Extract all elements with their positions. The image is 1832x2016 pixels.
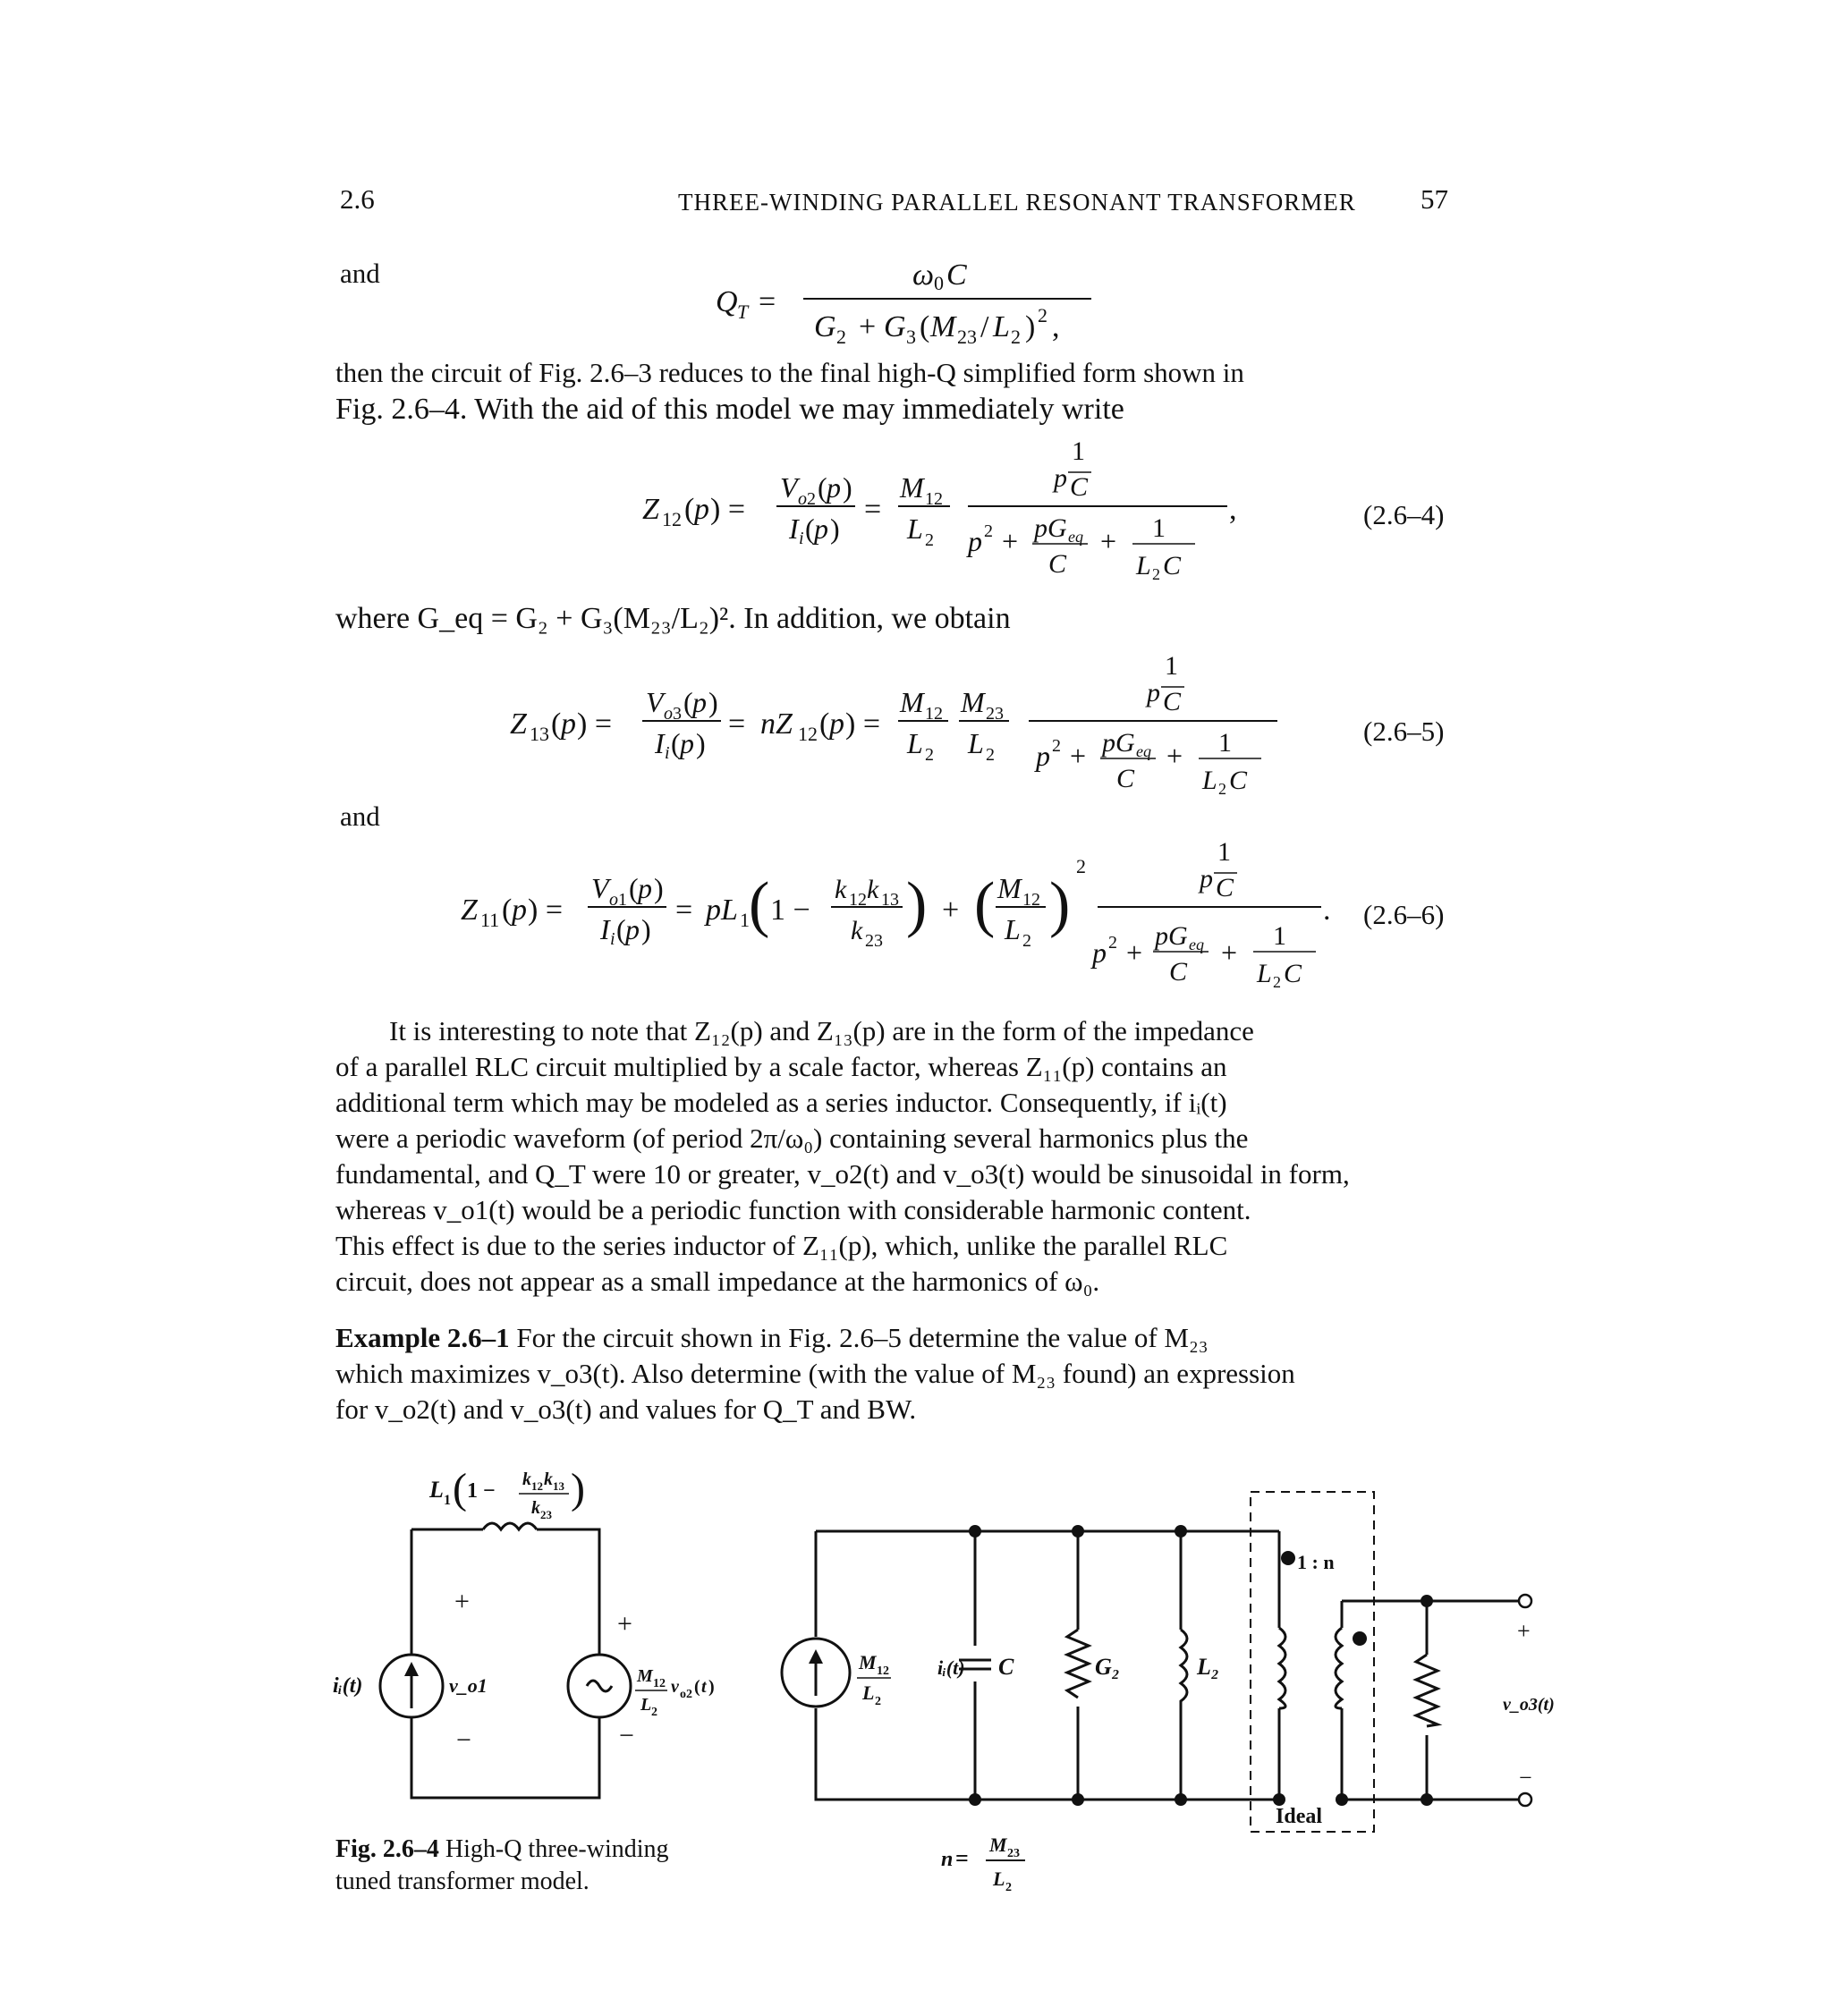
- svg-text:p: p: [692, 686, 707, 718]
- minus-out: −: [1519, 1765, 1532, 1791]
- svg-text:.: .: [1323, 894, 1331, 927]
- svg-text:(: (: [684, 493, 695, 526]
- source-current-right-label: iᵢ(t): [937, 1656, 965, 1679]
- equation-number-2-6-4: (2.6–4): [1363, 499, 1445, 530]
- qt-equation: [716, 250, 1127, 349]
- svg-text:k: k: [544, 1470, 553, 1489]
- svg-text:i: i: [665, 743, 670, 763]
- svg-text:k: k: [851, 916, 863, 945]
- svg-text:+: +: [1221, 936, 1238, 969]
- svg-text:) =: ) =: [528, 894, 563, 927]
- svg-text:pL: pL: [706, 894, 738, 927]
- svg-text:1: 1: [1072, 436, 1085, 466]
- svg-text:M: M: [997, 872, 1022, 904]
- svg-text:v: v: [671, 1677, 679, 1697]
- svg-text:p: p: [680, 727, 694, 759]
- output-terminal-bottom: [1519, 1793, 1531, 1806]
- svg-text:=: =: [955, 1845, 969, 1871]
- example-text-1: For the circuit shown in Fig. 2.6–5 determine the value of M₂₃: [516, 1322, 1209, 1353]
- transformer-primary: [1279, 1628, 1285, 1708]
- example-line-3: for v_o2(t) and v_o3(t) and values for Q_T and BW.: [335, 1393, 917, 1425]
- page-number: 57: [1421, 183, 1448, 215]
- svg-text:I: I: [655, 727, 665, 759]
- svg-text:L: L: [862, 1681, 875, 1704]
- svg-text:ω: ω: [912, 258, 935, 292]
- svg-text:2: 2: [1022, 931, 1031, 951]
- svg-text:): ): [641, 913, 651, 945]
- svg-text:12: 12: [798, 723, 818, 745]
- svg-text:(: (: [453, 1465, 467, 1512]
- svg-text:p: p: [1092, 936, 1107, 969]
- svg-text:+: +: [859, 310, 877, 343]
- svg-text:M: M: [930, 310, 956, 343]
- svg-text:12: 12: [849, 890, 867, 910]
- svg-text:12: 12: [925, 489, 943, 509]
- svg-text:I: I: [789, 512, 799, 545]
- svg-text:23: 23: [540, 1508, 552, 1521]
- svg-text:M: M: [989, 1834, 1007, 1856]
- svg-text:(: (: [749, 870, 770, 939]
- svg-text:L: L: [640, 1695, 652, 1715]
- g2-label: G₂: [1095, 1654, 1120, 1680]
- svg-text:=: =: [728, 707, 746, 741]
- svg-text:23: 23: [986, 704, 1004, 724]
- section-number: 2.6: [340, 183, 375, 215]
- output-terminal-top: [1519, 1595, 1531, 1607]
- capacitor-label: C: [998, 1654, 1014, 1680]
- svg-text:eq: eq: [1136, 742, 1151, 760]
- inductor-series: [411, 1523, 599, 1798]
- svg-text:o2: o2: [680, 1688, 692, 1701]
- current-source-arrow: [404, 1662, 419, 1676]
- svg-text:eq: eq: [1189, 936, 1204, 953]
- svg-text:Z: Z: [642, 493, 659, 526]
- svg-text:k: k: [531, 1498, 540, 1518]
- svg-text:(: (: [818, 471, 827, 504]
- svg-text:o: o: [798, 489, 807, 509]
- svg-text:12: 12: [653, 1677, 666, 1690]
- svg-text:0: 0: [934, 272, 944, 294]
- svg-text:G: G: [884, 310, 906, 343]
- body-line-6: whereas v_o1(t) would be a periodic function with considerable harmonic content.: [335, 1194, 1251, 1225]
- right-source-label: [857, 1651, 891, 1708]
- svg-text:(: (: [694, 1677, 700, 1697]
- svg-text:12: 12: [662, 508, 682, 530]
- equation-number-2-6-6: (2.6–6): [1363, 899, 1445, 930]
- svg-text:) =: ) =: [845, 707, 880, 741]
- svg-text:+: +: [1166, 740, 1183, 772]
- svg-text:,: ,: [1229, 493, 1237, 526]
- where-line: where G_eq = G₂ + G₃(M₂₃/L₂)². In addition, we obtain: [335, 602, 1011, 635]
- current-source-right-arrow: [809, 1649, 823, 1664]
- load-resistor: [1416, 1655, 1438, 1726]
- fig-2-6-5-circuit: [769, 1485, 1574, 1914]
- l2-label: L₂: [1197, 1654, 1219, 1680]
- svg-text:2: 2: [1076, 855, 1086, 877]
- source-current-label: iᵢ(t): [333, 1674, 363, 1698]
- svg-text:M: M: [900, 471, 924, 504]
- svg-text:L: L: [993, 310, 1010, 343]
- svg-text:pG: pG: [1102, 728, 1135, 758]
- fig-2-6-4-circuit: [322, 1458, 787, 1816]
- svg-text:p: p: [638, 872, 652, 904]
- body-line-7: This effect is due to the series inductor of Z₁₁(p), which, unlike the parallel RLC: [335, 1230, 1228, 1261]
- svg-text:13: 13: [553, 1479, 564, 1493]
- plus-out: +: [1517, 1618, 1531, 1644]
- svg-text:): ): [696, 727, 706, 759]
- second-and: and: [340, 800, 380, 832]
- series-inductor-label: [428, 1465, 585, 1521]
- svg-text:2: 2: [651, 1706, 657, 1719]
- body-line-4: were a periodic waveform (of period 2π/ω₀) containing several harmonics plus the: [335, 1122, 1249, 1154]
- para1-line1: then the circuit of Fig. 2.6–3 reduces to the final high-Q simplified form shown in: [335, 357, 1244, 388]
- svg-text:23: 23: [957, 326, 977, 348]
- svg-text:2: 2: [1005, 1881, 1012, 1894]
- svg-text:13: 13: [881, 890, 899, 910]
- fig-2-6-4-caption: [335, 1834, 765, 1898]
- svg-text:): ): [906, 870, 928, 939]
- svg-text:Z: Z: [461, 894, 478, 927]
- svg-text:(: (: [974, 870, 996, 939]
- example-line-1: [335, 1320, 1445, 1356]
- svg-text:L: L: [1257, 959, 1272, 988]
- svg-text:i: i: [610, 929, 615, 949]
- svg-text:2: 2: [1038, 304, 1047, 326]
- svg-text:eq: eq: [1068, 528, 1083, 546]
- svg-text:1 −: 1 −: [770, 894, 810, 927]
- svg-text:2: 2: [925, 530, 934, 550]
- svg-text:V: V: [780, 471, 798, 504]
- svg-text:1: 1: [618, 890, 627, 910]
- svg-text:V: V: [591, 872, 609, 904]
- svg-text:(: (: [683, 686, 693, 718]
- svg-text:): ): [571, 1465, 585, 1512]
- svg-text:M: M: [961, 686, 985, 718]
- svg-text:3: 3: [673, 704, 682, 724]
- caption-label: Fig. 2.6–4: [335, 1835, 439, 1863]
- svg-text:C: C: [1048, 549, 1067, 579]
- svg-text:+: +: [1002, 525, 1019, 557]
- svg-text:L: L: [1005, 913, 1021, 945]
- svg-text:+: +: [942, 894, 960, 927]
- svg-text:nZ: nZ: [760, 707, 793, 741]
- svg-text:): ): [708, 686, 718, 718]
- svg-text:I: I: [600, 913, 610, 945]
- svg-text:23: 23: [865, 931, 883, 951]
- svg-text:pG: pG: [1034, 513, 1067, 543]
- svg-text:C: C: [1070, 472, 1089, 502]
- ideal-label: Ideal: [1276, 1805, 1323, 1828]
- svg-text:p: p: [1036, 740, 1050, 772]
- svg-text:): ): [830, 512, 840, 545]
- svg-text:(: (: [629, 872, 639, 904]
- svg-text:2: 2: [875, 1695, 881, 1708]
- svg-text:p: p: [829, 707, 844, 741]
- svg-text:12: 12: [925, 704, 943, 724]
- equation-number-2-6-5: (2.6–5): [1363, 716, 1445, 747]
- ratio-label: 1 : n: [1297, 1551, 1335, 1573]
- svg-text:i: i: [799, 529, 804, 548]
- svg-text:p: p: [625, 913, 640, 945]
- body-line-2: of a parallel RLC circuit multiplied by a scale factor, whereas Z₁₁(p) contains an: [335, 1051, 1227, 1082]
- svg-text:1: 1: [444, 1493, 451, 1508]
- svg-text:T: T: [737, 301, 749, 323]
- svg-text:): ): [654, 872, 664, 904]
- svg-text:L: L: [1136, 551, 1151, 580]
- dependent-source-label: [635, 1666, 715, 1719]
- svg-text:C: C: [1163, 687, 1182, 716]
- caption-text-2: tuned transformer model.: [335, 1868, 589, 1895]
- svg-text:p: p: [512, 894, 527, 927]
- svg-text:Q: Q: [716, 285, 738, 318]
- circuit-wires: [816, 1531, 1519, 1800]
- minus-left: −: [456, 1725, 471, 1755]
- svg-text:o: o: [609, 890, 618, 910]
- svg-text:+: +: [1070, 740, 1087, 772]
- svg-text:12: 12: [1022, 890, 1040, 910]
- svg-text:p: p: [1147, 678, 1160, 707]
- svg-text:=: =: [759, 285, 776, 318]
- svg-text:1: 1: [740, 909, 750, 931]
- svg-text:2: 2: [1152, 565, 1160, 583]
- svg-text:(: (: [551, 707, 562, 741]
- svg-text:2: 2: [1052, 736, 1061, 756]
- svg-text:L: L: [1202, 766, 1217, 795]
- svg-text:3: 3: [906, 326, 916, 348]
- svg-text:): ): [1049, 870, 1071, 939]
- svg-text:(: (: [819, 707, 830, 741]
- svg-text:p: p: [694, 493, 709, 526]
- plus-left: +: [454, 1587, 470, 1616]
- dependent-voltage-source: [568, 1655, 631, 1717]
- svg-text:+: +: [1100, 525, 1117, 557]
- svg-text:L: L: [968, 727, 984, 759]
- svg-text:1 −: 1 −: [467, 1479, 496, 1503]
- body-line-5: fundamental, and Q_T were 10 or greater, v_o2(t) and v_o3(t) would be sinusoidal in form,: [335, 1158, 1350, 1190]
- current-source-right: [782, 1639, 850, 1707]
- intro-and: and: [340, 258, 380, 289]
- svg-text:/: /: [980, 310, 989, 343]
- svg-text:,: ,: [1052, 310, 1060, 343]
- svg-text:L: L: [907, 727, 923, 759]
- ideal-transformer-box: [1251, 1492, 1374, 1832]
- caption-text-1: High-Q three-winding: [445, 1835, 669, 1863]
- svg-text:11: 11: [480, 909, 500, 931]
- n-definition: [941, 1825, 1066, 1905]
- output-voltage-label: v_o3(t): [1503, 1695, 1555, 1715]
- svg-text:p: p: [1200, 864, 1213, 894]
- svg-text:V: V: [646, 686, 664, 718]
- svg-text:) =: ) =: [577, 707, 612, 741]
- svg-text:12: 12: [877, 1664, 889, 1678]
- svg-text:): ): [708, 1677, 715, 1697]
- vo1-label: v_o1: [449, 1674, 488, 1697]
- svg-text:2: 2: [1218, 780, 1226, 798]
- svg-text:1: 1: [1218, 728, 1232, 758]
- svg-text:(: (: [920, 310, 930, 343]
- example-line-2: which maximizes v_o3(t). Also determine (with the value of M₂₃ found) an expression: [335, 1358, 1295, 1389]
- svg-text:M: M: [900, 686, 924, 718]
- para1-line2: Fig. 2.6–4. With the aid of this model we may immediately write: [335, 393, 1124, 426]
- svg-text:=: =: [864, 493, 882, 526]
- svg-text:(: (: [616, 913, 626, 945]
- svg-text:+: +: [1126, 936, 1143, 969]
- svg-text:2: 2: [984, 521, 993, 541]
- svg-text:1: 1: [1217, 837, 1231, 867]
- svg-text:1: 1: [1273, 921, 1286, 951]
- svg-text:(: (: [502, 894, 513, 927]
- svg-text:pG: pG: [1155, 921, 1188, 951]
- svg-text:2: 2: [836, 326, 846, 348]
- running-title: THREE-WINDING PARALLEL RESONANT TRANSFORMER: [678, 189, 1356, 216]
- svg-text:): ): [843, 471, 852, 504]
- svg-text:M: M: [637, 1666, 653, 1686]
- svg-text:G: G: [814, 310, 836, 343]
- svg-text:L: L: [429, 1477, 444, 1503]
- svg-text:p: p: [827, 471, 841, 504]
- svg-text:Z: Z: [510, 707, 527, 741]
- svg-text:C: C: [1116, 764, 1135, 793]
- svg-text:o: o: [664, 704, 673, 724]
- svg-text:) =: ) =: [710, 493, 745, 526]
- resistor-g2: [1067, 1630, 1089, 1698]
- svg-text:L: L: [993, 1868, 1005, 1890]
- svg-text:1: 1: [1152, 513, 1166, 543]
- svg-text:2: 2: [1108, 933, 1117, 953]
- svg-text:1: 1: [1165, 651, 1178, 681]
- minus-right: −: [619, 1721, 634, 1750]
- equation-2-6-4: [635, 429, 1243, 599]
- svg-text:C: C: [946, 258, 967, 292]
- svg-text:=: =: [675, 894, 693, 927]
- svg-text:C: C: [1216, 873, 1234, 902]
- svg-text:n: n: [941, 1848, 954, 1871]
- transformer-secondary: [1336, 1628, 1342, 1708]
- svg-text:k: k: [867, 875, 879, 904]
- svg-text:23: 23: [1007, 1847, 1020, 1860]
- svg-text:2: 2: [1011, 326, 1021, 348]
- inductor-l2: [1181, 1630, 1187, 1707]
- svg-text:2: 2: [807, 489, 816, 509]
- svg-text:2: 2: [925, 745, 934, 765]
- svg-text:C: C: [1284, 959, 1302, 988]
- equation-2-6-6: [461, 830, 1337, 1000]
- plus-right: +: [617, 1609, 632, 1639]
- svg-text:k: k: [522, 1470, 531, 1489]
- svg-text:L: L: [907, 512, 923, 545]
- body-line-3: additional term which may be modeled as a series inductor. Consequently, if iᵢ(t): [335, 1087, 1227, 1118]
- body-line-1: It is interesting to note that Z₁₂(p) and Z₁₃(p) are in the form of the impedance: [389, 1015, 1254, 1046]
- svg-text:2: 2: [1273, 973, 1281, 991]
- svg-text:p: p: [1054, 463, 1067, 493]
- body-line-8: circuit, does not appear as a small impedance at the harmonics of ω₀.: [335, 1266, 1100, 1297]
- equation-2-6-5: [510, 644, 1297, 814]
- svg-text:C: C: [1163, 551, 1182, 580]
- svg-text:(: (: [671, 727, 681, 759]
- svg-text:C: C: [1229, 766, 1248, 795]
- svg-text:12: 12: [531, 1479, 543, 1493]
- example-label: Example 2.6–1: [335, 1322, 510, 1353]
- svg-text:C: C: [1169, 957, 1188, 987]
- svg-text:k: k: [835, 875, 847, 904]
- svg-text:t: t: [701, 1677, 707, 1697]
- svg-text:M: M: [859, 1651, 877, 1673]
- svg-text:): ): [1025, 310, 1036, 343]
- svg-text:p: p: [968, 525, 982, 557]
- svg-text:2: 2: [986, 745, 995, 765]
- svg-text:p: p: [814, 512, 828, 545]
- svg-text:13: 13: [530, 723, 549, 745]
- svg-text:p: p: [561, 707, 576, 741]
- svg-text:(: (: [805, 512, 815, 545]
